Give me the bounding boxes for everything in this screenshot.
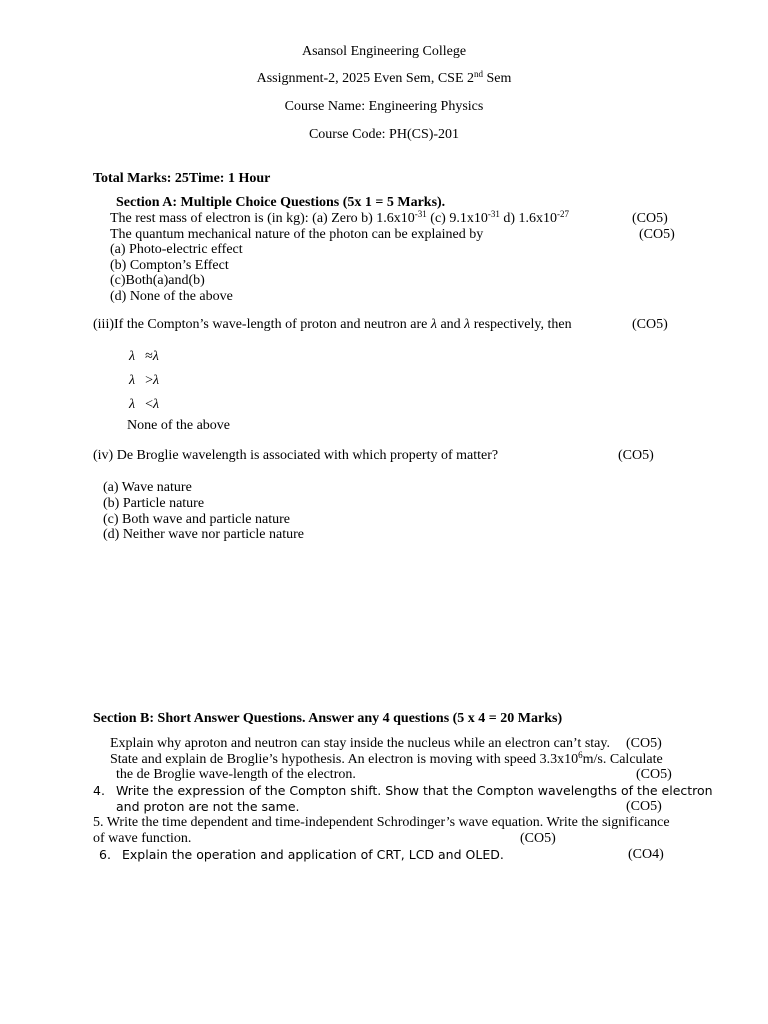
question-a4: (iv) De Broglie wavelength is associated with which property of matter? [93,448,499,463]
q-b2-sup: 6 [578,750,583,760]
q-a2-option-d: (d) None of the above [110,289,233,304]
q-a3-option-c [129,397,159,413]
question-b2-cont: the de Broglie wave-length of the electron. [116,767,356,782]
total-marks: Total Marks: 25Time: 1 Hour [93,171,271,186]
q-a1-text-3: d) 1.6x10 [499,211,558,226]
q-a3-option-d: None of the above [127,418,231,433]
q-a4-option-d: (d) Neither wave nor particle nature [103,527,304,542]
section-b-title: Section B: Short Answer Questions. Answer any 4 questions (5 x 4 = 20 Marks) [93,711,563,726]
q-a1-text-2: (c) 9.1x10 [426,211,488,226]
course-code: Course Code: PH(CS)-201 [308,127,460,142]
lambda-symbol: λ [152,349,159,364]
assignment-sup: nd [474,69,483,79]
question-b4: 5. Write the time dependent and time-independent Schrodinger’s wave equation. Write the significance [93,815,670,830]
lambda-symbol: λ [464,317,471,332]
q-a2-option-b: (b) Compton’s Effect [110,258,229,273]
question-a3 [93,317,572,333]
q-b2-co: (CO5) [636,767,672,782]
q-b5-number: 6. [99,847,111,862]
college-name: Asansol Engineering College [301,44,467,59]
q-a1-co: (CO5) [632,211,668,226]
lambda-symbol: λ [129,397,136,412]
question-a2: The quantum mechanical nature of the photon can be explained by [110,227,484,242]
assignment-text-end: Sem [483,71,512,86]
q-a3-option-b [129,373,159,389]
q-a4-option-b: (b) Particle nature [103,496,205,511]
q-a1-sup-1: -31 [414,209,427,219]
lambda-symbol: λ [129,349,136,364]
question-b1: Explain why aproton and neutron can stay inside the nucleus while an electron can’t stay. [110,736,610,751]
q-a3-text-1: (iii)If the Compton’s wave-length of proton and neutron are [93,317,431,332]
approx-symbol: ≈ [145,349,153,364]
question-b3: Write the expression of the Compton shift. Show that the Compton wavelengths of the electron [116,783,713,798]
lambda-symbol: λ [430,317,437,332]
assignment-line [0,70,768,88]
q-b4-co: (CO5) [520,831,556,846]
q-a4-option-c: (c) Both wave and particle nature [103,512,290,527]
question-b5: Explain the operation and application of CRT, LCD and OLED. [122,847,504,862]
less-symbol: < [145,397,153,412]
q-b2-text-2: m/s. Calculate [582,752,663,767]
q-b5-co: (CO4) [628,847,664,862]
greater-symbol: > [145,373,153,388]
lambda-symbol: λ [152,397,160,412]
q-b1-co: (CO5) [626,736,662,751]
question-b2 [110,752,663,768]
q-a2-option-a: (a) Photo-electric effect [110,242,243,257]
question-b3-cont: and proton are not the same. [116,799,300,814]
question-b4-cont: of wave function. [93,831,192,846]
q-a1-text-1: The rest mass of electron is (in kg): (a) Zero b) 1.6x10 [110,211,415,226]
q-b3-number: 4. [93,783,105,798]
q-a2-option-c: (c)Both(a)and(b) [110,273,205,288]
q-a3-option-a [129,349,159,365]
q-a4-option-a: (a) Wave nature [103,480,192,495]
q-a4-co: (CO5) [618,448,654,463]
q-b2-text-1: State and explain de Broglie’s hypothesis. An electron is moving with speed 3.3x10 [110,752,579,767]
course-name: Course Name: Engineering Physics [284,99,484,114]
section-a-title: Section A: Multiple Choice Questions (5x 1 = 5 Marks). [116,195,446,210]
q-a3-co: (CO5) [632,317,668,332]
question-a1 [110,211,569,227]
q-a1-sup-2: -31 [487,209,500,219]
q-a1-sup-3: -27 [557,209,570,219]
q-b3-co: (CO5) [626,799,662,814]
lambda-symbol: λ [152,373,160,388]
assignment-text: Assignment-2, 2025 Even Sem, CSE 2 [256,71,474,86]
lambda-symbol: λ [129,373,136,388]
q-a3-text-2: and [436,317,465,332]
q-a3-text-3: respectively, then [470,317,572,332]
q-a2-co: (CO5) [639,227,675,242]
